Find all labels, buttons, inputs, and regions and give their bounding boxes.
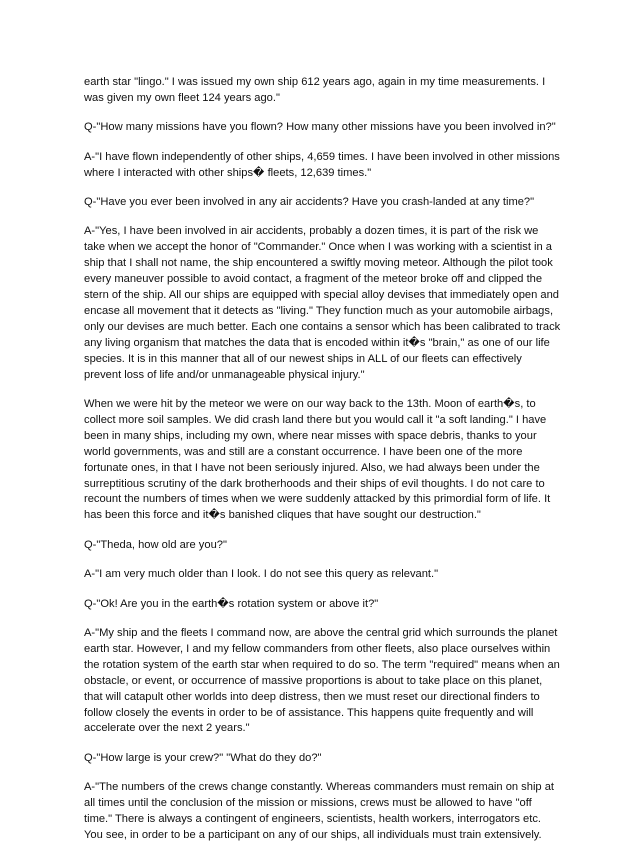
paragraph-answer-age: A-"I am very much older than I look. I do not see this query as relevant." (84, 568, 439, 581)
paragraph-continuation: earth star "lingo." I was issued my own ship 612 years ago, again in my time measurements. I was given my own fleet 124 years ago." (84, 76, 546, 104)
paragraph-question-rotation: Q-"Ok! Are you in the earth�s rotation system or above it?" (84, 597, 379, 610)
paragraph-answer-accidents: A-"Yes, I have been involved in air accidents, probably a dozen times, it is part of the risk we take when we accept the honor of "Commander." Once when I was working with a scientist in a ship that I shall not name, the ship encountered a swiftly moving meteor. Although the pilot took every maneuver possible to avoid contact, a fragment of the meteor broke off and clipped the stern of the ship. All our ships are equipped with special alloy devises that immediately open and encase all movement that it detects as "living." They function much as your automobile airbags, only our devises are much better. Each one contains a sensor which has been calibrated to track any living organism that matches the data that is encoded within it�s "brain," as one of our life species. It is in this manner that all of our newest ships in ALL of our fleets can effectively prevent loss of life and/or unmanageable physical injury." (84, 225, 561, 381)
paragraph-answer-crew: A-"The numbers of the crews change constantly. Whereas commanders must remain on ship at all times until the conclusion of the mission or missions, crews must be allowed to have "off time." There is always a contingent of engineers, scientists, health workers, interrogators etc. You see, in order to be a participant on any of our ships, all individuals must train extensively. (84, 781, 555, 841)
document-body (84, 75, 562, 857)
paragraph-meteor-account: When we were hit by the meteor we were on our way back to the 13th. Moon of earth�s, to collect more soil samples. We did crash land there but you would call it "a soft landing." I have been in many ships, including my own, where near misses with space debris, thanks to your world governments, was and still are a constant occurrence. I have been one of the more fortunate ones, in that I have not been seriously injured. Also, we had always been under the surreptitious scrutiny of the dark brotherhoods and their ships of evil thoughts. I do not care to recount the numbers of times when we were suddenly attacked by this primordial form of life. It has been this force and it�s banished cliques that have sought our destruction." (84, 398, 551, 522)
paragraph-answer-missions: A-"I have flown independently of other ships, 4,659 times. I have been involved in other missions where I interacted with other ships� fleets, 12,639 times." (84, 150, 560, 179)
paragraph-answer-rotation: A-"My ship and the fleets I command now, are above the central grid which surrounds the planet earth star. However, I and my fellow commanders from other fleets, also place ourselves within the rotation system of the earth star when required to do so. The term "required" means when an obstacle, or event, or occurrence of massive proportions is about to take place on this planet, that will catapult other worlds into deep distress, then we must reset our directional finders to follow closely the events in order to be of assistance. This happens quite frequently and will accelerate over the next 2 years." (84, 626, 560, 735)
paragraph-question-accidents: Q-"Have you ever been involved in any air accidents? Have you crash-landed at any time?" (84, 196, 535, 209)
paragraph-question-crew: Q-"How large is your crew?" "What do they do?" (84, 751, 322, 764)
paragraph-question-age: Q-"Theda, how old are you?" (84, 538, 227, 551)
paragraph-question-missions: Q-"How many missions have you flown? How many other missions have you been involved in?" (84, 121, 556, 134)
